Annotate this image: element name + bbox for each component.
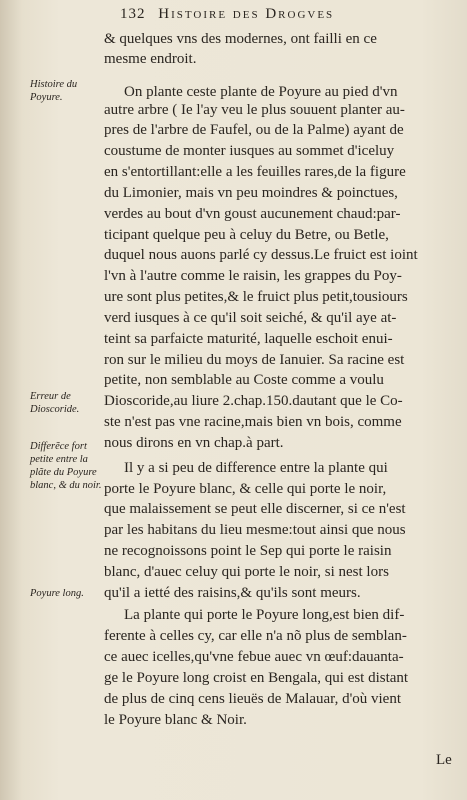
text-line: ge le Poyure long croist en Bengala, qui est distant: [104, 670, 409, 686]
text-line: ticipant quelque peu à celuy du Betre, ou Betle,: [104, 227, 389, 243]
text-line: le Poyure blanc & Noir.: [104, 712, 247, 728]
text-line: ce auec icelles,qu'vne febue auec vn œuf:dauanta-: [104, 649, 404, 665]
page-number: 132: [120, 6, 146, 22]
text-line: ron sur le milieu du moys de Ianuier. Sa racine est: [104, 352, 405, 368]
text-line: ste n'est pas vne racine,mais bien vn bois, comme: [104, 414, 402, 430]
margin-note: Poyure long.: [30, 588, 84, 599]
text-line: On plante ceste plante de Poyure au pied d'vn: [124, 84, 398, 100]
text-line: ferente à celles cy, car elle n'a nõ plus de semblan-: [104, 628, 407, 644]
text-line: mesme endroit.: [104, 51, 197, 67]
text-line: autre arbre ( Ie l'ay veu le plus souuent planter au-: [104, 102, 405, 118]
margin-note: Histoire du Poyure.: [30, 79, 78, 103]
text-line: porte le Poyure blanc, & celle qui porte le noir,: [104, 481, 387, 497]
text-line: en s'entortillant:elle a les feuilles rares,de la figure: [104, 164, 406, 180]
text-line: par les habitans du lieu mesme:tout ainsi que nous: [104, 522, 406, 538]
text-line: teint sa parfaicte maturité, laquelle eschoit enui-: [104, 331, 393, 347]
text-line: l'vn à l'autre comme le raisin, les grappes du Poy-: [104, 268, 402, 284]
page-header: [120, 6, 334, 23]
text-line: duquel nous auons parlé cy dessus.Le fruict est ioint: [104, 247, 418, 263]
text-line: que malaissement se peut elle discerner, si ce n'est: [104, 501, 406, 517]
text-line: blanc, d'auec celuy qui porte le noir, si nest lors: [104, 564, 389, 580]
text-line: ne recognoissons point le Sep qui porte le raisin: [104, 543, 392, 559]
text-line: coustume de monter iusques au sommet d'iceluy: [104, 143, 395, 159]
margin-note: Erreur de Dioscoride.: [30, 391, 80, 415]
text-line: petite, non semblable au Coste comme a voulu: [104, 372, 384, 388]
text-line: du Limonier, mais vn peu moindres & poinctues,: [104, 185, 398, 201]
text-line: verd iusques à ce qu'il soit seiché, & qu'il aye at-: [104, 310, 397, 326]
text-line: ure sont plus petites,& le fruict plus petit,tousiours: [104, 289, 408, 305]
text-line: & quelques vns des modernes, ont failli en ce: [104, 31, 377, 47]
text-line: qu'il a ietté des raisins,& qu'ils sont meurs.: [104, 585, 361, 601]
text-line: de plus de cinq cens lieuës de Malauar, d'où vient: [104, 691, 402, 707]
text-line: La plante qui porte le Poyure long,est bien dif-: [124, 607, 405, 623]
running-title: Histoire des Drogves: [158, 6, 335, 22]
text-line: Dioscoride,au liure 2.chap.150.dautant que le Co-: [104, 393, 403, 409]
text-line: Il y a si peu de difference entre la plante qui: [124, 460, 388, 476]
text-line: verdes au bout d'vn goust aucunement chaud:par-: [104, 206, 401, 222]
text-line: pres de l'arbre de Faufel, ou de la Palme) ayant de: [104, 122, 404, 138]
margin-note: Differẽce fort petite entre la plãte du Poyure blanc, & du noir.: [30, 441, 102, 491]
catchword: Le: [436, 752, 452, 768]
text-line: nous dirons en vn chap.à part.: [104, 435, 284, 451]
